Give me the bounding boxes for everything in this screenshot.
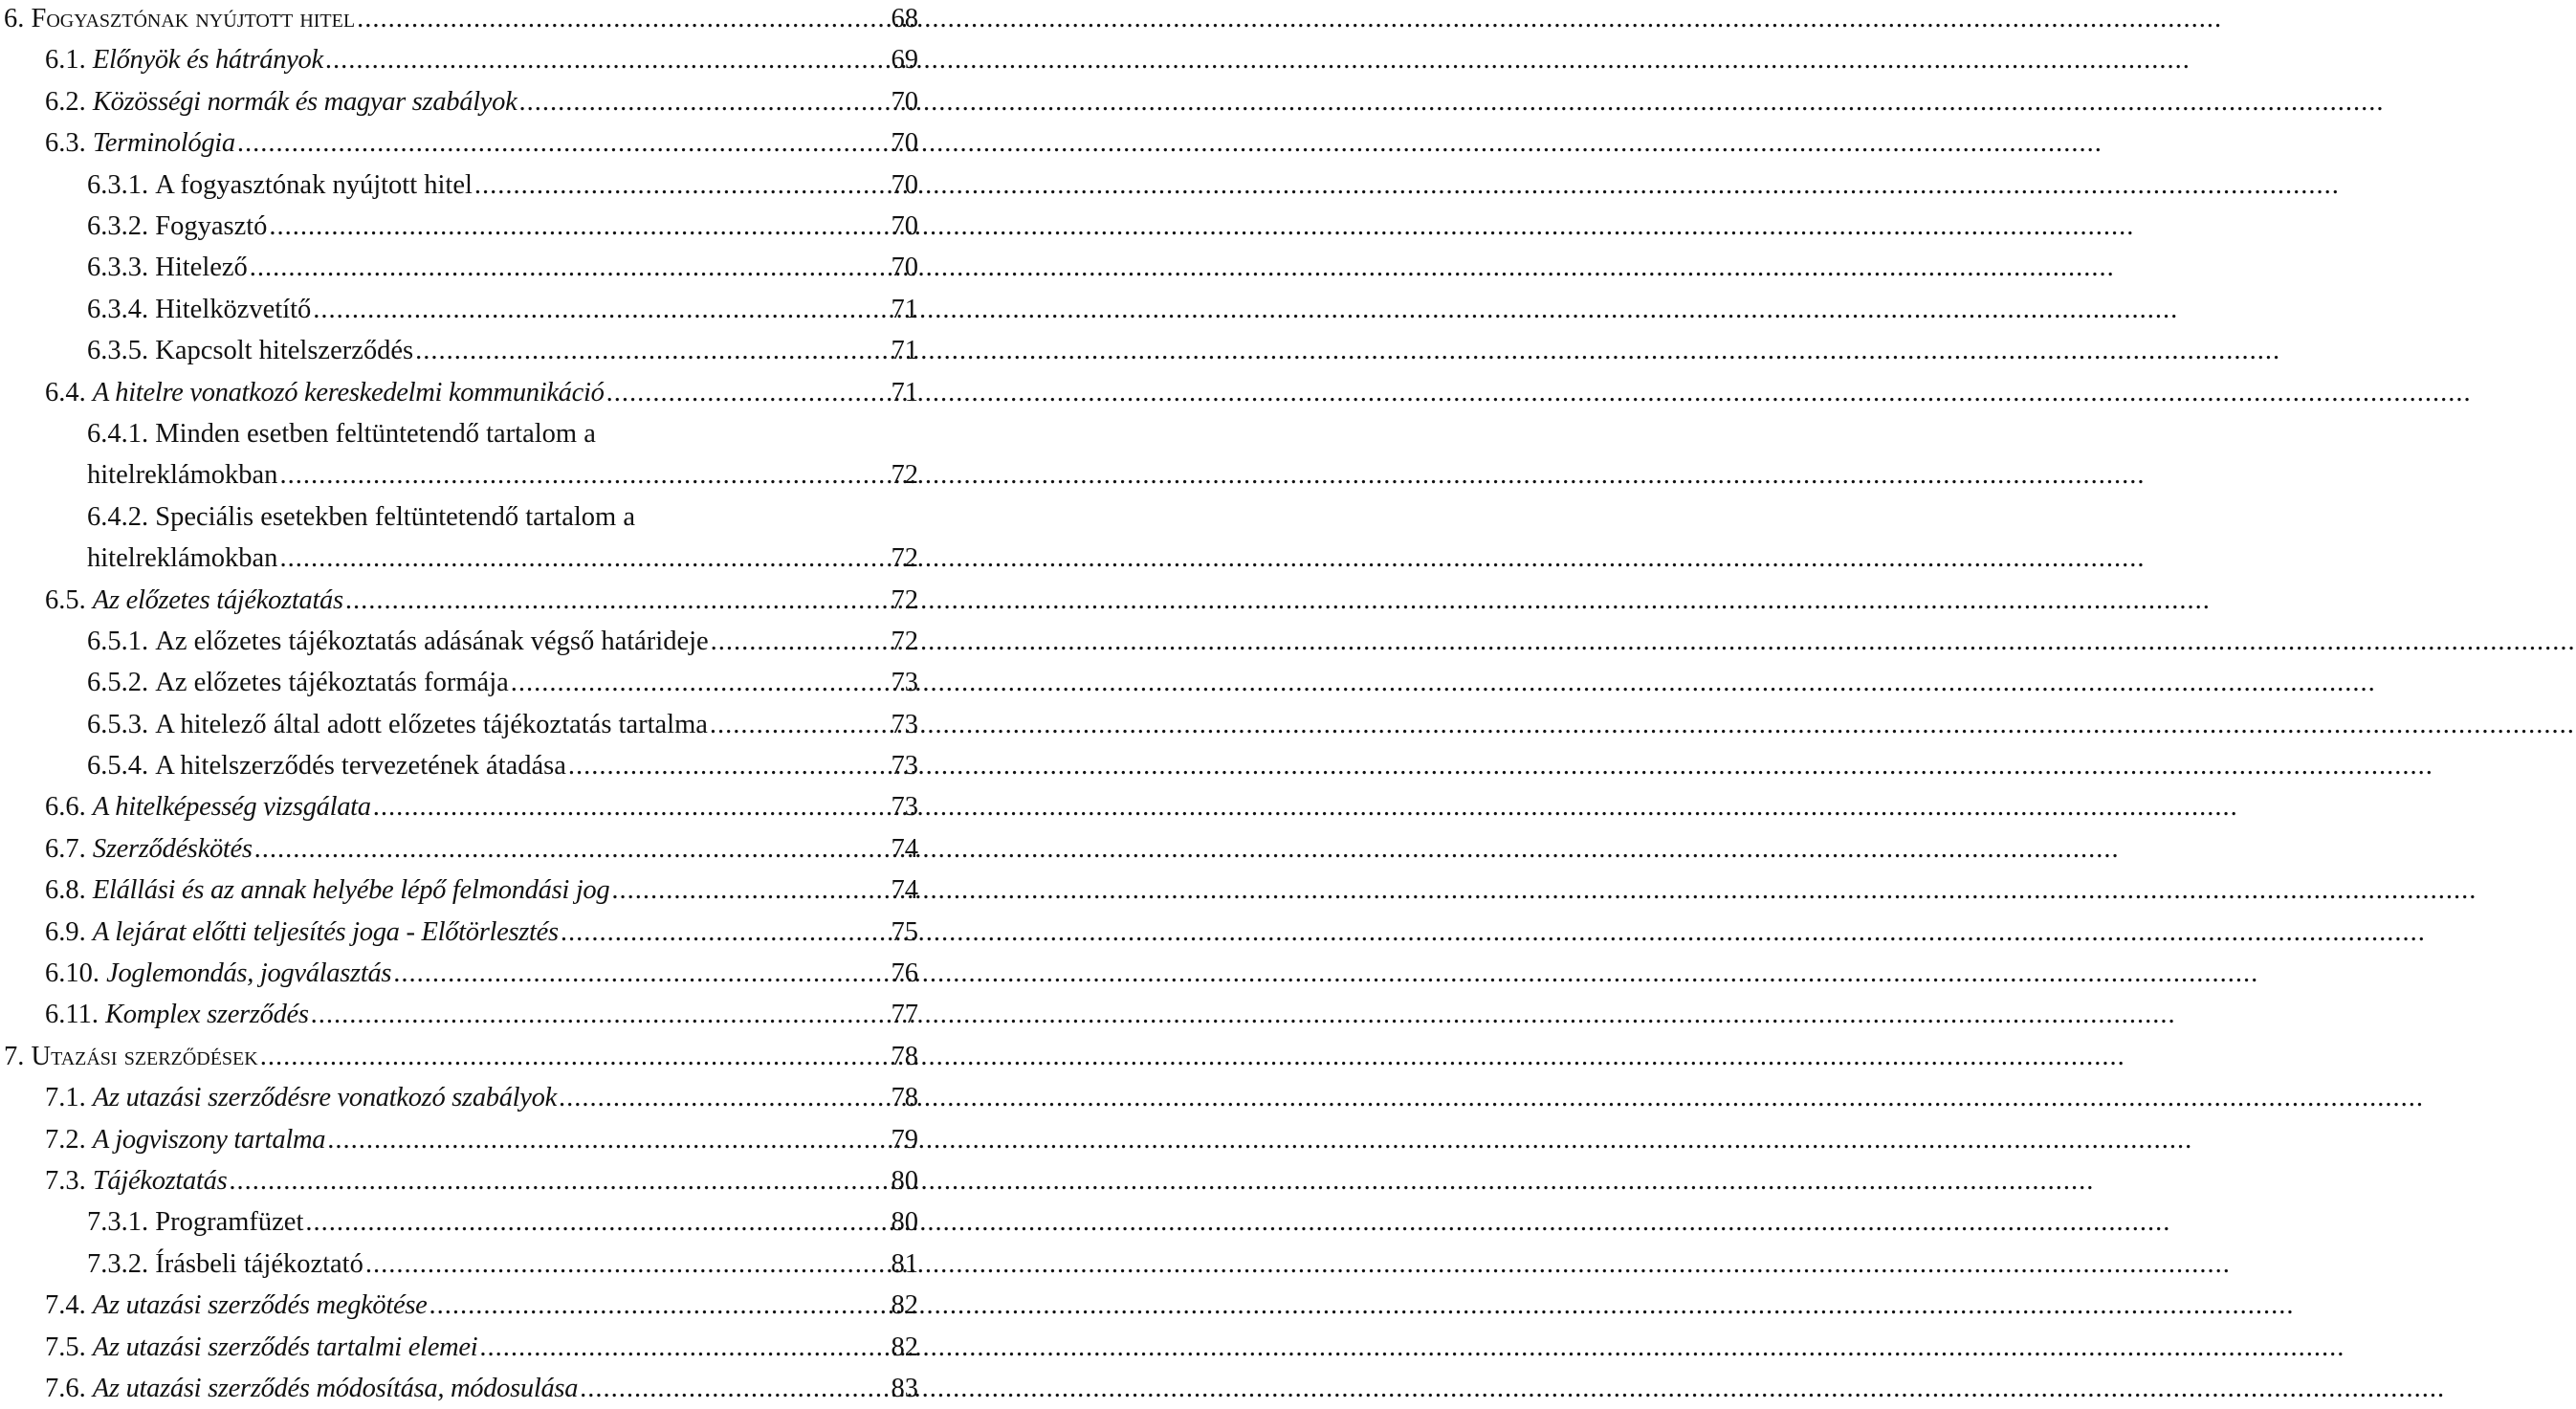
dot-leader xyxy=(474,165,890,206)
toc-title-continued: hitelreklámokban xyxy=(87,543,278,574)
toc-number: 7. xyxy=(4,1041,25,1071)
toc-page-number: 77 xyxy=(891,1000,918,1030)
toc-entry[interactable] xyxy=(0,1160,918,1201)
toc-title: Az előzetes tájékoztatás adásának végső határideje xyxy=(155,626,709,656)
spacer xyxy=(86,1285,93,1326)
toc-number: 6.4.1. xyxy=(87,418,149,449)
toc-number: 6.2. xyxy=(45,86,86,117)
toc-title: Fogyasztónak nyújtott hitel xyxy=(31,4,356,33)
toc-number: 6.3.2. xyxy=(87,210,149,241)
dot-leader xyxy=(229,1160,889,1201)
dot-leader xyxy=(518,81,889,122)
toc-page-number: 71 xyxy=(891,336,918,366)
toc-title: A jogviszony tartalma xyxy=(92,1124,326,1155)
toc-entry[interactable] xyxy=(0,413,918,496)
spacer xyxy=(86,39,93,80)
toc-entry[interactable] xyxy=(0,330,918,371)
toc-page-number: 78 xyxy=(891,1083,918,1113)
spacer xyxy=(86,870,93,911)
toc-number: 6. xyxy=(4,4,25,33)
toc-entry[interactable] xyxy=(0,1077,918,1118)
spacer xyxy=(86,1077,93,1118)
toc-number: 7.2. xyxy=(45,1124,86,1155)
toc-page-number: 73 xyxy=(891,792,918,823)
toc-title: Az utazási szerződés megkötése xyxy=(92,1290,428,1321)
toc-number: 6.3. xyxy=(45,128,86,159)
toc-entry[interactable] xyxy=(0,662,918,703)
spacer xyxy=(24,0,31,39)
spacer xyxy=(148,165,155,206)
toc-title: Terminológia xyxy=(92,128,235,159)
spacer xyxy=(148,621,155,662)
dot-leader xyxy=(511,662,890,703)
toc-page-number: 82 xyxy=(891,1332,918,1362)
toc-page-number: 71 xyxy=(891,294,918,324)
spacer xyxy=(86,1119,93,1160)
spacer xyxy=(86,1160,93,1201)
toc-page-number: 81 xyxy=(891,1248,918,1279)
toc-number: 6.3.1. xyxy=(87,169,149,200)
toc-number: 6.5.1. xyxy=(87,626,149,656)
toc-number: 6.4.2. xyxy=(87,501,149,532)
dot-leader xyxy=(479,1327,889,1368)
dot-leader xyxy=(373,786,890,827)
toc-entry[interactable] xyxy=(0,81,918,122)
spacer xyxy=(148,247,155,288)
toc-page-number: 70 xyxy=(891,128,918,159)
toc-number: 6.7. xyxy=(45,833,86,864)
toc-page-number: 73 xyxy=(891,668,918,698)
toc-page-number: 72 xyxy=(891,543,918,574)
toc-page-number: 70 xyxy=(891,253,918,283)
toc-page-number: 74 xyxy=(891,833,918,864)
toc-title-continued: hitelreklámokban xyxy=(87,460,278,491)
toc-page-number: 70 xyxy=(891,210,918,241)
dot-leader xyxy=(357,0,889,39)
dot-leader xyxy=(393,953,889,994)
dot-leader xyxy=(269,206,889,247)
toc-page-number: 83 xyxy=(891,1373,918,1403)
toc-entry[interactable] xyxy=(0,1244,918,1285)
dot-leader xyxy=(568,745,890,786)
spacer xyxy=(86,786,93,827)
toc-entry[interactable] xyxy=(0,912,918,953)
spacer xyxy=(148,289,155,330)
toc-entry[interactable] xyxy=(0,496,918,580)
toc-entry[interactable] xyxy=(0,0,918,39)
toc-number: 6.5.3. xyxy=(87,709,149,739)
toc-entry[interactable] xyxy=(0,372,918,413)
toc-title: Utazási szerződések xyxy=(31,1041,258,1071)
dot-leader xyxy=(237,122,890,164)
spacer xyxy=(99,953,106,994)
dot-leader xyxy=(325,39,890,80)
toc-page-number: 73 xyxy=(891,709,918,739)
toc-page-number: 76 xyxy=(891,958,918,989)
toc-entry[interactable] xyxy=(0,206,918,247)
toc-number: 6.1. xyxy=(45,45,86,76)
toc-title: A hitelszerződés tervezetének átadása xyxy=(155,751,566,782)
toc-page-number: 78 xyxy=(891,1041,918,1071)
table-of-contents xyxy=(0,0,918,1409)
toc-entry[interactable] xyxy=(0,994,918,1035)
toc-title: Az utazási szerződésre vonatkozó szabályok xyxy=(92,1083,557,1113)
toc-title: Az utazási szerződés módosítása, módosulása xyxy=(92,1373,579,1403)
toc-number: 6.3.3. xyxy=(87,253,149,283)
dot-leader xyxy=(254,828,890,870)
toc-number: 6.9. xyxy=(45,916,86,947)
toc-entry[interactable] xyxy=(0,1327,918,1368)
toc-title: Minden esetben feltüntetendő tartalom a xyxy=(155,418,596,449)
toc-entry[interactable] xyxy=(0,953,918,994)
dot-leader xyxy=(305,1201,889,1243)
dot-leader xyxy=(415,330,889,371)
dot-leader xyxy=(365,1244,890,1285)
spacer xyxy=(148,662,155,703)
toc-number: 7.1. xyxy=(45,1083,86,1113)
spacer xyxy=(86,122,93,164)
toc-number: 7.6. xyxy=(45,1373,86,1403)
spacer xyxy=(148,330,155,371)
toc-entry[interactable] xyxy=(0,289,918,330)
toc-page-number: 82 xyxy=(891,1290,918,1321)
dot-leader xyxy=(250,247,890,288)
toc-number: 6.5.4. xyxy=(87,751,149,782)
dot-leader xyxy=(313,289,889,330)
toc-number: 7.3.2. xyxy=(87,1248,149,1279)
spacer xyxy=(86,912,93,953)
toc-title: Az előzetes tájékoztatás xyxy=(92,584,343,615)
toc-page-number: 70 xyxy=(891,169,918,200)
dot-leader xyxy=(311,994,890,1035)
toc-number: 7.5. xyxy=(45,1332,86,1362)
spacer xyxy=(86,580,93,621)
toc-number: 7.3. xyxy=(45,1165,86,1196)
dot-leader xyxy=(611,870,889,911)
toc-title: Hitelező xyxy=(155,253,248,283)
spacer xyxy=(86,828,93,870)
toc-title: A hitelező által adott előzetes tájékoztatás tartalma xyxy=(155,709,708,739)
toc-title: A hitelképesség vizsgálata xyxy=(92,792,371,823)
toc-entry[interactable] xyxy=(0,1201,918,1243)
toc-page-number: 72 xyxy=(891,626,918,656)
toc-number: 6.11. xyxy=(45,1000,99,1030)
toc-page-number: 79 xyxy=(891,1124,918,1155)
toc-entry[interactable] xyxy=(0,1036,918,1077)
spacer xyxy=(148,745,155,786)
spacer xyxy=(86,372,93,413)
toc-entry[interactable] xyxy=(0,870,918,911)
toc-number: 6.5.2. xyxy=(87,668,149,698)
dot-leader xyxy=(710,704,890,745)
toc-title: Komplex szerződés xyxy=(105,1000,309,1030)
toc-page-number: 69 xyxy=(891,45,918,76)
toc-entry[interactable] xyxy=(0,165,918,206)
toc-title: Programfüzet xyxy=(155,1207,304,1238)
dot-leader xyxy=(345,580,890,621)
dot-leader xyxy=(711,621,890,662)
toc-title: Kapcsolt hitelszerződés xyxy=(155,336,414,366)
dot-leader xyxy=(327,1119,889,1160)
toc-page-number: 72 xyxy=(891,584,918,615)
toc-page-number: 74 xyxy=(891,875,918,906)
toc-entry[interactable] xyxy=(0,122,918,164)
toc-page-number: 75 xyxy=(891,916,918,947)
toc-entry[interactable] xyxy=(0,1368,918,1409)
toc-page-number: 80 xyxy=(891,1165,918,1196)
toc-entry[interactable] xyxy=(0,247,918,288)
toc-entry[interactable] xyxy=(0,704,918,745)
toc-entry[interactable] xyxy=(0,39,918,80)
spacer xyxy=(99,994,105,1035)
toc-page-number: 70 xyxy=(891,86,918,117)
toc-title: Írásbeli tájékoztató xyxy=(155,1248,363,1279)
toc-title: Elállási és az annak helyébe lépő felmondási jog xyxy=(92,875,610,906)
dot-leader xyxy=(606,372,890,413)
toc-page-number: 68 xyxy=(891,4,918,33)
spacer xyxy=(86,1327,93,1368)
toc-page-number: 73 xyxy=(891,751,918,782)
spacer xyxy=(148,206,155,247)
toc-title: Előnyök és hátrányok xyxy=(92,45,323,76)
toc-title: Az előzetes tájékoztatás formája xyxy=(155,668,509,698)
dot-leader xyxy=(580,1368,889,1409)
toc-number: 6.10. xyxy=(45,958,99,989)
dot-leader xyxy=(279,538,889,579)
toc-page-number: 72 xyxy=(891,460,918,491)
spacer xyxy=(148,704,155,745)
toc-entry[interactable] xyxy=(0,1285,918,1326)
toc-title: Közösségi normák és magyar szabályok xyxy=(92,86,517,117)
toc-number: 6.4. xyxy=(45,377,86,407)
toc-title: A fogyasztónak nyújtott hitel xyxy=(155,169,473,200)
spacer xyxy=(86,1368,93,1409)
toc-title: A lejárat előtti teljesítés joga - Előtörlesztés xyxy=(92,916,559,947)
toc-number: 7.3.1. xyxy=(87,1207,149,1238)
spacer xyxy=(24,1036,31,1077)
toc-entry[interactable] xyxy=(0,745,918,786)
toc-title: Joglemondás, jogválasztás xyxy=(106,958,392,989)
toc-number: 6.3.4. xyxy=(87,294,149,324)
spacer xyxy=(86,81,93,122)
toc-number: 7.4. xyxy=(45,1290,86,1321)
toc-title: Tájékoztatás xyxy=(92,1165,228,1196)
toc-number: 6.5. xyxy=(45,584,86,615)
toc-page-number: 71 xyxy=(891,377,918,407)
spacer xyxy=(148,1244,155,1285)
toc-title: A hitelre vonatkozó kereskedelmi kommunikáció xyxy=(92,377,605,407)
toc-page-number: 80 xyxy=(891,1207,918,1238)
toc-entry[interactable] xyxy=(0,621,918,662)
toc-number: 6.8. xyxy=(45,875,86,906)
dot-leader xyxy=(260,1036,890,1077)
toc-title: Speciális esetekben feltüntetendő tartalom a xyxy=(155,501,635,532)
toc-number: 6.6. xyxy=(45,792,86,823)
dot-leader xyxy=(279,454,889,495)
toc-entry[interactable] xyxy=(0,828,918,870)
toc-number: 6.3.5. xyxy=(87,336,149,366)
spacer xyxy=(148,1201,155,1243)
dot-leader xyxy=(561,912,890,953)
dot-leader xyxy=(559,1077,890,1118)
toc-entry[interactable] xyxy=(0,580,918,621)
dot-leader xyxy=(429,1285,889,1326)
toc-entry[interactable] xyxy=(0,1119,918,1160)
toc-title: Fogyasztó xyxy=(155,210,268,241)
toc-title: Hitelközvetítő xyxy=(155,294,312,324)
toc-title: Szerződéskötés xyxy=(92,833,253,864)
toc-title: Az utazási szerződés tartalmi elemei xyxy=(92,1332,478,1362)
toc-entry[interactable] xyxy=(0,786,918,827)
